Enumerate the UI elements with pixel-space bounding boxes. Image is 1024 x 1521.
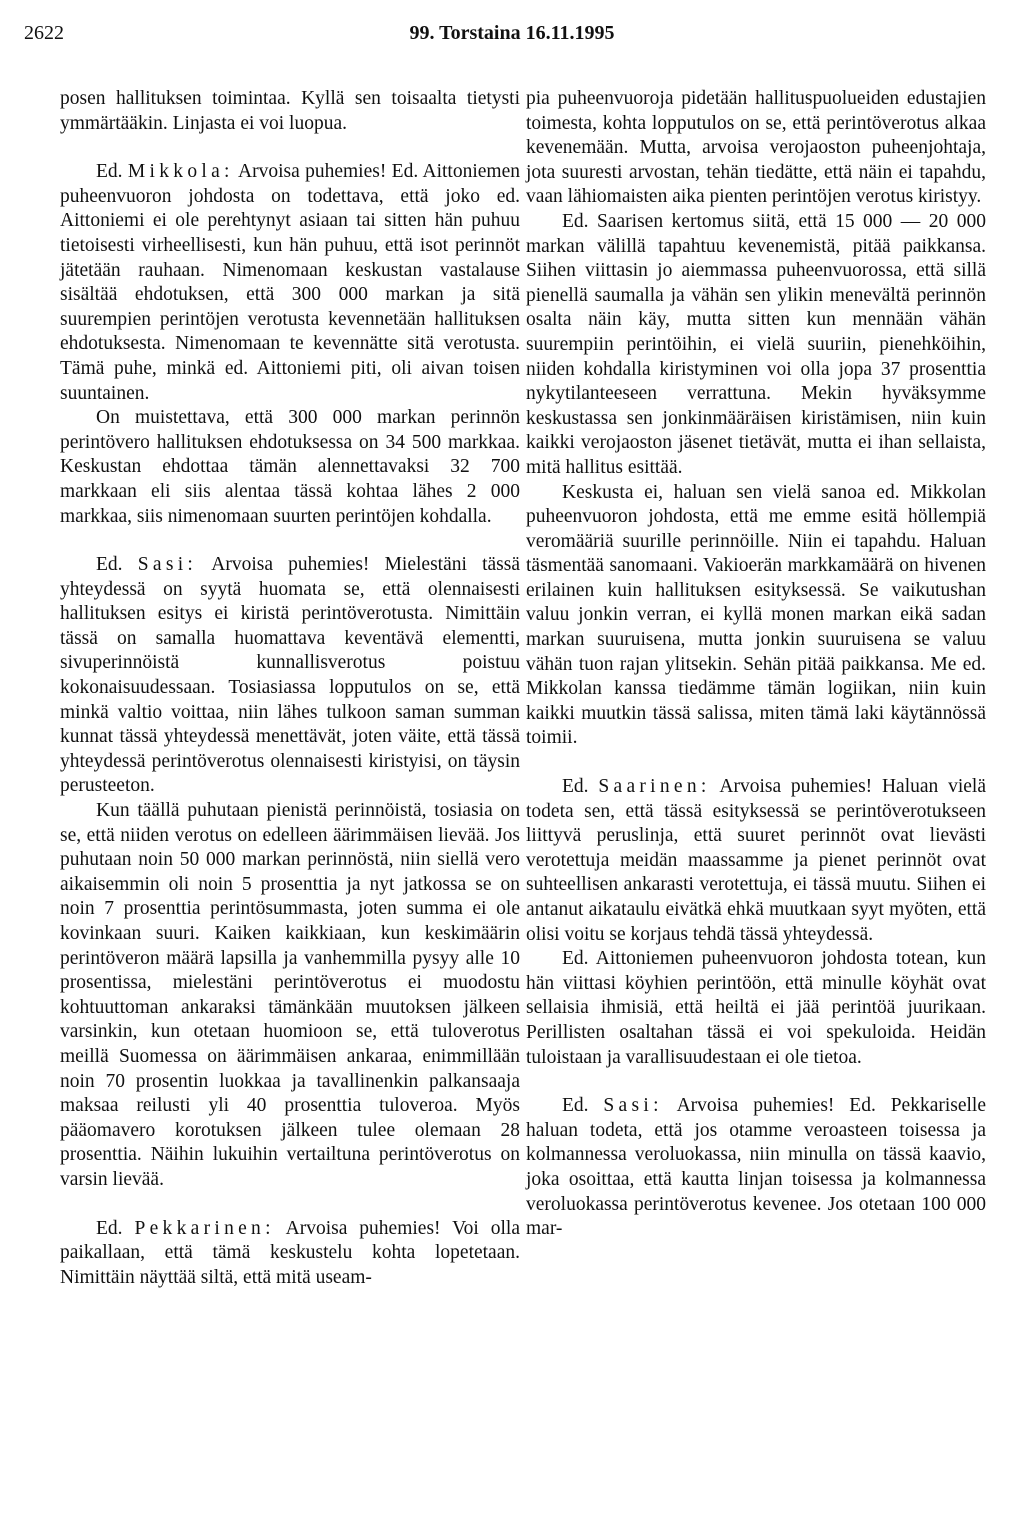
speech-text: Arvoisa puhemies! Haluan vielä todeta sen, että tässä esityksessä se perintöverotukseen liittyvä peruslinja, että suuret perinnöt ovat lievästi verotettuja meidän maassamme ja pienet perinnöt ovat suhteellisen ankarasti verotettuja, ei tässä muutu. Siihen ei antanut aikataulu eivätkä ehkä muutkaan syyt myöten, että olisi voitu se korjaus tehdä tässä yhteydessä. xyxy=(526,776,987,945)
paragraph: Ed. Saarisen kertomus siitä, että 15 000 — 20 000 markan välillä tapahtuu kevenemistä, pitää paikkansa. Siihen viittasin jo aiemmassa puheenvuorossa, että sillä pienellä saumalla ja vähän sen ylikin menevältä perinnön osalta näin käy, mutta sitten kun mennään vähän suurempiin perintöihin, ei vielä suuriin, pienehköihin, niiden kohdalla kiristyminen voi olla jopa 37 prosenttia nykytilanteeseen verrattuna. Mekin hyväksymme keskustassa sen jonkinmääräisen kiristämisen, niin kuin kaikki verojaoston jäsenet tietävät, mutta ei ihan sellaista, mitä hallitus esittää. xyxy=(526,210,986,478)
paragraph: Keskusta ei, haluan sen vielä sanoa ed. Mikkolan puheenvuoron johdosta, että me emme esitä höllempiä veromääriä suurille perinnöille. Niin ei tapahdu. Haluan täsmentää sanomaani. Vakioerän markkamäärä on hivenen erilainen kuin hallituksen esityksessä. Se vaikutushan valuu jonkin verran, ei kyllä monen markan eikä sadan markan suuruisena, mutta jonkin suuruisena se valuu vähän tuon rajan ylitsekin. Sehän pitää paikkansa. Me ed. Mikkolan kanssa tiedämme tämän logiikan, niin kuin kaikki muutkin tässä salissa, miten tämä laki käytännössä toimii. xyxy=(526,481,986,749)
speech-mikkola xyxy=(60,160,520,406)
paragraph: Ed. Aittoniemen puheenvuoron johdosta totean, kun hän viittasi köyhien perintöön, että minulle köyhät ovat sellaisia ihmisiä, että heiltä ei jää perintöä juurikaan. Perillisten osaltahan tässä ei voi spekuloida. Heidän tuloistaan ja varallisuudestaan ei ole tietoa. xyxy=(526,948,986,1068)
speech-text: Arvoisa puhemies! Ed. Aittoniemen puheenvuoron johdosta on todettava, että joko ed. Aittoniemi ei ole perehtynyt asiaan tai sitten hän puhuu tietoisesti virheellisesti, kun hän puhuu, että isot perinnöt jätetään rauhaan. Nimenomaan keskustan vastalause sisältää ehdotuksen, että 300 000 markan ja sitä suurempien perintöjen verotusta kevennetään hallituksen ehdotuksesta. Nimenomaan te kevennätte sitä verotusta. Tämä puhe, minkä ed. Aittoniemi piti, oli aivan toisen suuntainen. xyxy=(60,161,520,404)
left-column xyxy=(60,87,520,1290)
speech-prefix: Ed. xyxy=(562,776,589,798)
speech-text: Arvoisa puhemies! Ed. Pekkariselle haluan todeta, että jos otamme veroasteen toisessa ja kolmannessa veroluokassa, niin minulla on tässä kaavio, joka osoittaa, että kautta linjan toisessa ja kolmannessa veroluokassa perintöverotus kevenee. Jos otetaan 100 000 mar- xyxy=(526,1095,986,1240)
paragraph: pia puheenvuoroja pidetään hallituspuolueiden edustajien toimesta, kohta lopputulos on se, että perintöverotus alkaa kevenemään. Mutta, arvoisa verojaoston puheenjohtaja, jota suuresti arvostan, tehän tiedätte, että näin ei tapahdu, vaan lähiomaisten aika pienten perintöjen verotus kiristyy. xyxy=(526,88,986,208)
paragraph: On muistettava, että 300 000 markan perinnön perintövero hallituksen ehdotuksessa on 34 500 markkaa. Keskustan ehdottaa tämän alennettavaksi 32 700 markkaan eli siis alentaa tässä kohtaa lähes 2 000 markkaa, siis nimenomaan suurten perintöjen kohdalla. xyxy=(60,407,520,527)
running-header: 99. Torstaina 16.11.1995 xyxy=(409,22,615,44)
speech-pekkarinen xyxy=(60,1217,520,1291)
speech-prefix: Ed. xyxy=(562,1095,589,1117)
paragraph: Kun täällä puhutaan pienistä perinnöistä, tosiasia on se, että niiden verotus on edelleen äärimmäisen lievää. Jos puhutaan noin 50 000 markan perinnöstä, niin siellä vero aikaisemmin oli noin 5 prosenttia ja nyt jatkossa se on noin 7 prosenttia perintösummasta, joten summa ei ole kovinkaan suuri. Kaiken kaikkiaan, kun keskimäärin perintöveron määrä lapsilla ja vanhemmilla pysyy alle 10 prosentissa, mielestäni perintöverotus ei muodostu kohtuuttoman ankaraksi tämänkään muutoksen jälkeen varsinkin, kun otetaan huomioon se, että tuloverotus meillä Suomessa on äärimmäisen ankaraa, enimmillään noin 70 prosentin luokkaa ja tavallinenkin palkansaaja maksaa reilusti yli 40 prosenttia tuloveroa. Myös pääomavero korotuksen jälkeen tulee olemaan 28 prosenttia. Näihin lukuihin vertailtuna perintöverotus on varsin lievää. xyxy=(60,800,520,1190)
speech-saarinen xyxy=(526,775,986,947)
speaker-name: Saarinen: xyxy=(598,776,711,798)
right-column xyxy=(526,87,986,1242)
paragraph: posen hallituksen toimintaa. Kyllä sen toisaalta tietysti ymmärtääkin. Linjasta ei voi luopua. xyxy=(60,88,520,134)
speaker-name: Sasi: xyxy=(137,554,198,576)
speech-text: Arvoisa puhemies! Mielestäni tässä yhteydessä on syytä huomata se, että olennaisesti hallituksen esitys ei kiristä perintöverotusta. Nimittäin tässä on samalla huomattava keventävä elementti, sivuperinnöistä kunnallisverotus poistuu kokonaisuudessaan. Tosiasiassa lopputulos on se, että minkä valtio voittaa, niin lähes tulkoon saman summan kunnat tässä yhteydessä menettävät, joten väite, että tässä yhteydessä perintöverotus olennaisesti kiristyisi, on täysin perusteeton. xyxy=(60,554,521,797)
speech-sasi-2 xyxy=(526,1094,986,1242)
speech-prefix: Ed. xyxy=(96,1217,123,1239)
speech-sasi xyxy=(60,553,520,799)
speech-text: Arvoisa puhemies! Voi olla paikallaan, että tämä keskustelu kohta lopetetaan. Nimittäin näyttää siltä, että mitä useam- xyxy=(60,1217,520,1288)
speaker-name: Sasi: xyxy=(603,1095,663,1117)
speech-prefix: Ed. xyxy=(96,554,123,576)
speaker-name: Pekkarinen: xyxy=(134,1217,275,1239)
speaker-name: Mikkola: xyxy=(127,161,234,183)
page-number: 2622 xyxy=(24,22,64,44)
speech-prefix: Ed. xyxy=(96,161,123,183)
